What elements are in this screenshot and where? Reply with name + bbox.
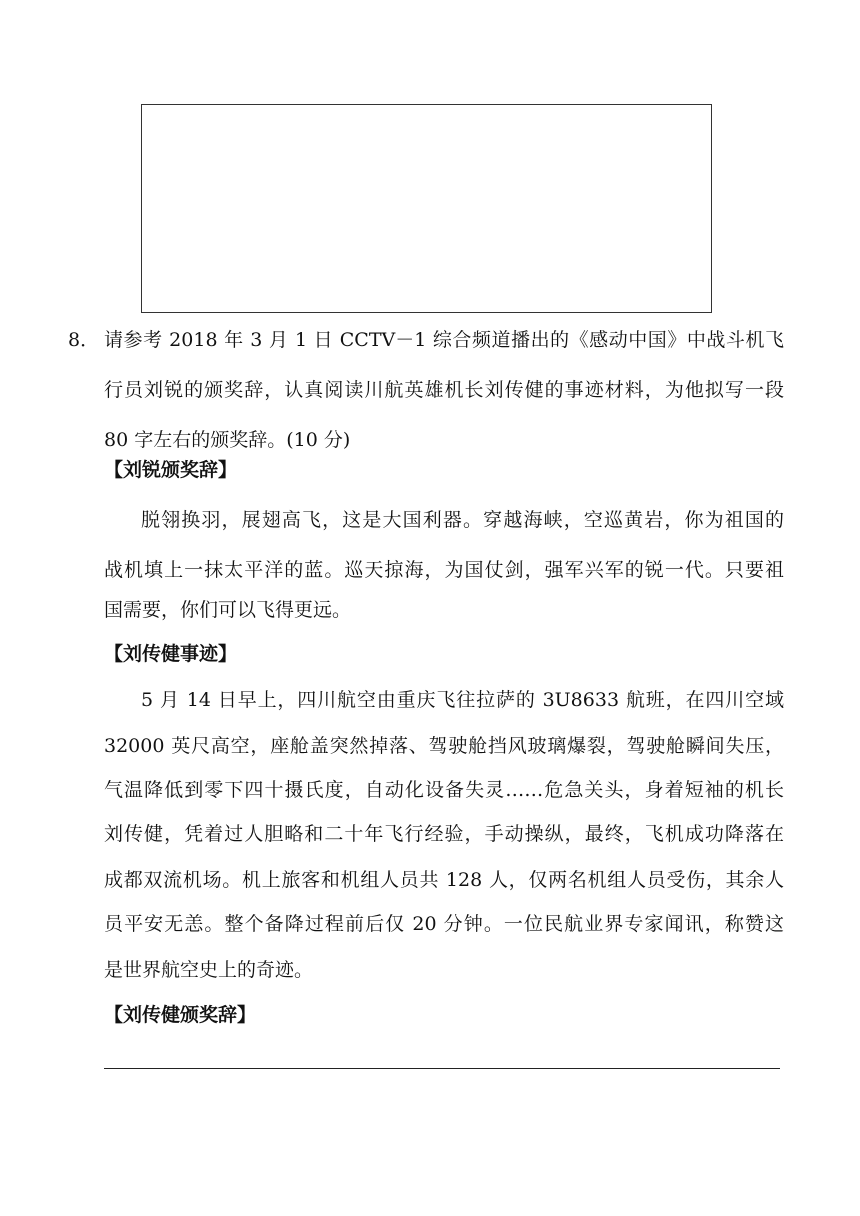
story-line-1: 5 月 14 日早上，四川航空由重庆飞往拉萨的 3U8633 航班，在四川空域	[141, 689, 784, 711]
answer-box	[141, 104, 712, 313]
heading-liuchuanjian-story: 【刘传健事迹】	[104, 643, 238, 665]
liurui-award-line-3: 国需要，你们可以飞得更远。	[104, 599, 352, 621]
question-line-1: 请参考 2018 年 3 月 1 日 CCTV－1 综合频道播出的《感动中国》中战斗机飞	[104, 329, 784, 351]
question-line-2: 行员刘锐的颁奖辞，认真阅读川航英雄机长刘传健的事迹材料，为他拟写一段	[104, 379, 784, 401]
heading-liurui-award: 【刘锐颁奖辞】	[104, 459, 238, 481]
liurui-award-line-2: 战机填上一抹太平洋的蓝。巡天掠海，为国仗剑，强军兴军的锐一代。只要祖	[104, 559, 784, 581]
question-line-3: 80 字左右的颁奖辞。(10 分)	[104, 429, 351, 451]
heading-liuchuanjian-award: 【刘传健颁奖辞】	[104, 1004, 257, 1026]
story-line-4: 刘传健，凭着过人胆略和二十年飞行经验，手动操纵，最终，飞机成功降落在	[104, 823, 784, 845]
question-number: 8．	[68, 329, 100, 351]
story-line-7: 是世界航空史上的奇迹。	[104, 959, 314, 981]
story-line-6: 员平安无恙。整个备降过程前后仅 20 分钟。一位民航业界专家闻讯，称赞这	[104, 913, 784, 935]
story-line-3: 气温降低到零下四十摄氏度，自动化设备失灵……危急关头，身着短袖的机长	[104, 779, 784, 801]
story-line-2: 32000 英尺高空，座舱盖突然掉落、驾驶舱挡风玻璃爆裂，驾驶舱瞬间失压，	[104, 735, 784, 757]
answer-line[interactable]	[104, 1068, 780, 1069]
liurui-award-line-1: 脱翎换羽，展翅高飞，这是大国利器。穿越海峡，空巡黄岩，你为祖国的	[141, 509, 784, 531]
story-line-5: 成都双流机场。机上旅客和机组人员共 128 人，仅两名机组人员受伤，其余人	[104, 869, 784, 891]
